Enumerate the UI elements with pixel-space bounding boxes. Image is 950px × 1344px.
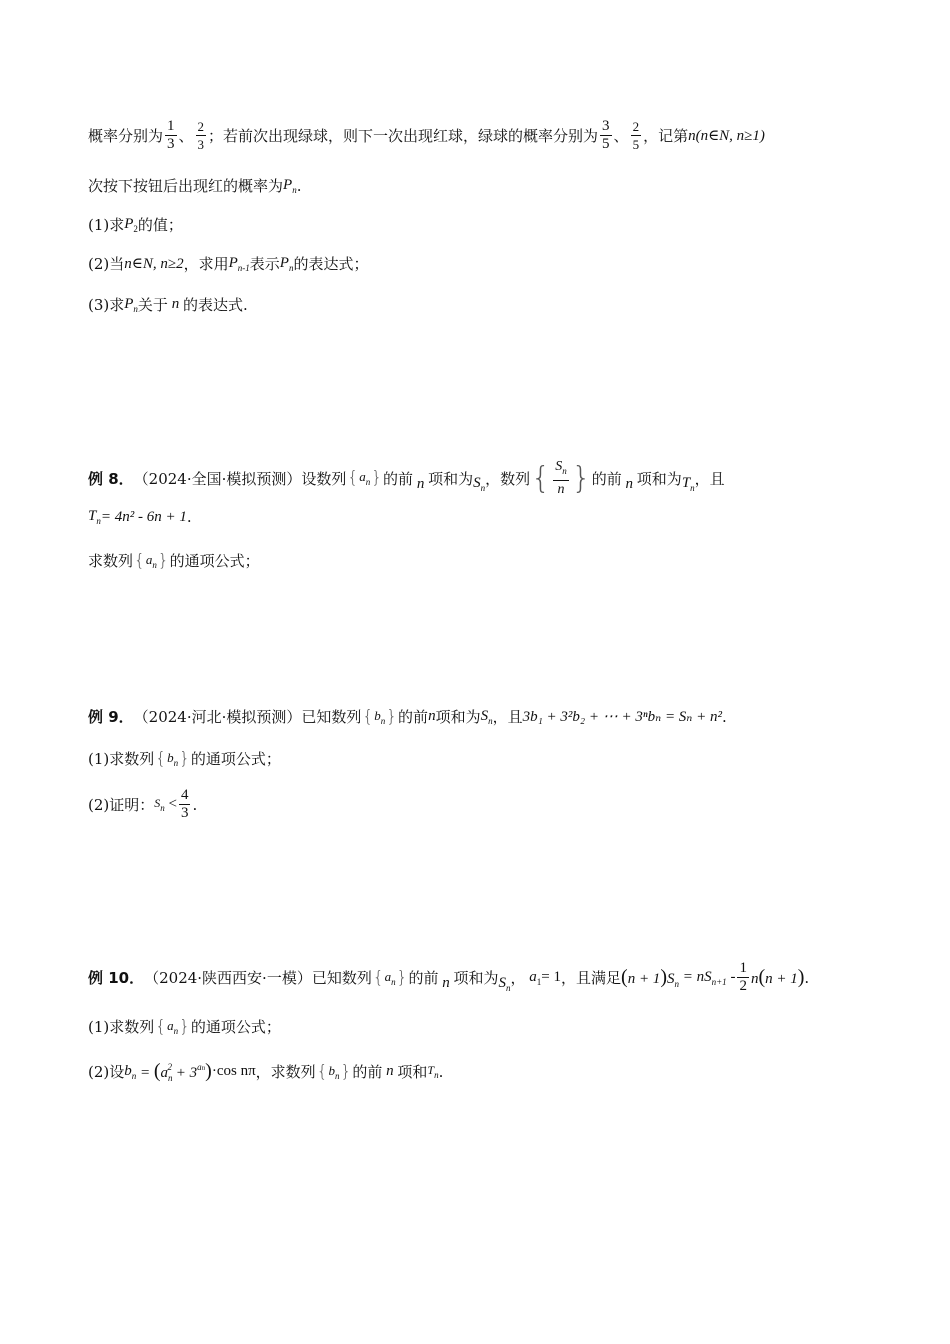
formula: = 4n² - 6n + 1 [100, 508, 187, 525]
symbol-bn: $b_n$ [328, 1062, 340, 1081]
source: （2024·全国·模拟预测）设数列 [133, 469, 347, 488]
text: 的值； [137, 216, 183, 234]
example-9-question-1 [88, 748, 281, 769]
label: (2)当 [88, 255, 125, 273]
symbol-sn: $S_n$ [473, 475, 486, 493]
example-9-line-1 [88, 706, 727, 727]
text: ，且满足 [561, 969, 622, 987]
example-9-question-2 [88, 787, 197, 822]
recurrence-tail: n(n + 1) [750, 966, 805, 988]
num: 4 [180, 787, 189, 803]
example-8-question [88, 550, 260, 571]
text: 的前 [408, 969, 439, 987]
text: ，数列 [485, 469, 531, 488]
separator: 、 [613, 127, 629, 145]
text: 概率分别为 [88, 127, 164, 145]
condition-formula: n∈N, n≥2 [124, 256, 184, 272]
text: . [722, 707, 727, 726]
right-brace: } [157, 550, 169, 571]
example-8-line-1 [88, 458, 725, 498]
symbol-p2: $P_2$ [124, 215, 138, 234]
text: 的通项公式； [169, 552, 260, 570]
right-brace: } [340, 1061, 352, 1082]
left-brace: { [316, 1061, 328, 1082]
symbol-pn: $P_n$ [279, 254, 294, 273]
num: 1 [167, 118, 175, 134]
problem-intro-line-1 [88, 118, 765, 153]
text: 的通项公式； [190, 750, 281, 768]
label: (1)求数列 [88, 1018, 155, 1036]
symbol-tn: $T_n$ [427, 1063, 439, 1080]
fraction-2-5 [631, 118, 642, 153]
symbol-sn: $S_n$ [498, 974, 511, 993]
symbol-bn: $b_n$ [124, 1062, 137, 1081]
bn-definition: = $(a_n^2 + 3^{an})$ [136, 1060, 212, 1083]
symbol-tn: $T_n$ [681, 475, 695, 493]
den: 3 [167, 136, 175, 152]
equation: 3b₁ + 3²b₂ + ⋯ + 3ⁿbₙ = Sₙ + n² [522, 709, 723, 725]
formula: = 1 [541, 969, 561, 985]
left-brace: { [155, 1016, 167, 1037]
left-brace: { [134, 550, 145, 571]
text: ， [510, 969, 526, 987]
example-10-question-1 [88, 1016, 281, 1037]
text: 的前 [398, 708, 429, 726]
symbol-bn: $b_n$ [167, 749, 179, 768]
den: 2 [739, 978, 747, 994]
symbol-an: $a_n$ [384, 968, 396, 987]
question-3 [88, 294, 248, 315]
symbol-an: $a_n$ [359, 469, 371, 487]
source: （2024·陕西西安·一模）已知数列 [144, 969, 372, 987]
num: 1 [739, 960, 747, 976]
problem-intro-line-2 [88, 175, 301, 196]
label: (1)求 [88, 216, 125, 234]
symbol-bn: $b_n$ [374, 707, 386, 726]
left-brace: { [155, 748, 167, 769]
symbol-pn: $P_n$ [124, 295, 138, 314]
left-brace: { [531, 460, 551, 496]
condition-formula: n(n∈N, n≥1) [688, 128, 765, 144]
label: (2)证明： [88, 796, 155, 814]
den: 5 [602, 136, 610, 152]
text: . [438, 1062, 444, 1081]
question-2 [88, 253, 368, 274]
text: . [296, 176, 302, 195]
right-brace: } [396, 967, 408, 988]
symbol-sn: $S_n$ [154, 796, 165, 813]
symbol-pn-1: $P_{n-1}$ [228, 254, 250, 273]
symbol-a1: $a_1$ [525, 968, 542, 987]
text: . [192, 795, 198, 814]
example-10-question-2 [88, 1060, 443, 1083]
symbol-tn: $T_n$ [88, 508, 101, 526]
text: 表示 [249, 255, 280, 273]
example-heading: 例 8． [88, 469, 134, 488]
left-brace: { [347, 468, 359, 488]
den: 3 [180, 805, 189, 821]
symbol-n: n [621, 475, 637, 492]
symbol-pn: $P_n$ [283, 176, 297, 195]
example-heading: 例 10． [88, 969, 145, 987]
text: 项和为 [435, 708, 481, 726]
source: （2024·河北·模拟预测）已知数列 [133, 708, 362, 726]
separator: 、 [178, 127, 194, 145]
text: 的通项公式； [190, 1018, 281, 1036]
text: 次按下按钮后出现红的概率为 [88, 177, 284, 195]
text: 的前 [383, 469, 414, 488]
symbol-n: n [413, 475, 429, 492]
example-heading: 例 9． [88, 708, 134, 726]
text: ，求数列 [255, 1063, 316, 1081]
den: 3 [197, 137, 205, 152]
text: 的前 [352, 1063, 383, 1081]
symbol-n: n [167, 296, 183, 312]
fraction-1-2 [737, 960, 749, 995]
symbol-n: n [438, 975, 454, 991]
text: 的前 [591, 469, 622, 488]
text: ，记第 [643, 127, 689, 145]
label: (1)求数列 [88, 750, 155, 768]
left-brace: { [372, 967, 384, 988]
text: 的表达式. [182, 296, 248, 314]
num: 2 [197, 119, 205, 134]
label: (3)求 [88, 296, 125, 314]
fraction-sn-over-n [553, 458, 569, 498]
text: ，且 [694, 469, 725, 488]
symbol-an: $a_n$ [145, 551, 157, 570]
recurrence-lhs: $(n + 1)S_n$ [621, 966, 679, 989]
text: ，求用 [183, 255, 229, 273]
left-brace: { [362, 706, 374, 727]
right-brace: } [179, 1016, 190, 1037]
example-8-formula [88, 508, 192, 526]
fraction-3-5 [600, 118, 612, 153]
text: ，且 [492, 708, 523, 726]
symbol-n: n [428, 708, 436, 724]
right-brace: } [386, 706, 398, 727]
num: 2 [632, 119, 640, 134]
num: $S_n$ [553, 458, 569, 481]
text: . [186, 508, 192, 526]
cos-term: ·cos nπ [211, 1063, 256, 1079]
text: 项和为 [453, 969, 499, 987]
den: 5 [632, 137, 640, 152]
label: (2)设 [88, 1063, 125, 1081]
text: 项和 [397, 1063, 428, 1081]
question-1 [88, 214, 183, 235]
symbol-an: $a_n$ [167, 1017, 179, 1036]
num: 3 [602, 118, 610, 134]
text: 求数列 [88, 552, 134, 570]
text: 项和为 [636, 469, 682, 488]
symbol-n: n [382, 1063, 398, 1079]
fraction-4-3 [179, 787, 191, 822]
example-10-line-1 [88, 960, 809, 995]
fraction-2-3 [196, 118, 207, 153]
right-brace: } [371, 468, 383, 488]
text: ；若前次出现绿球，则下一次出现红球，绿球的概率分别为 [208, 127, 599, 145]
text: 项和为 [428, 469, 474, 488]
text: . [804, 968, 810, 987]
right-brace: } [571, 460, 591, 496]
recurrence-mid: = $nS_{n+1}$ - [678, 968, 736, 987]
symbol-sn: $S_n$ [480, 707, 493, 726]
den: n [557, 482, 565, 497]
text: 的表达式； [293, 255, 369, 273]
fraction-1-3 [165, 118, 177, 153]
right-brace: } [179, 748, 190, 769]
text: 关于 [137, 296, 168, 314]
less-than: < [164, 796, 177, 812]
